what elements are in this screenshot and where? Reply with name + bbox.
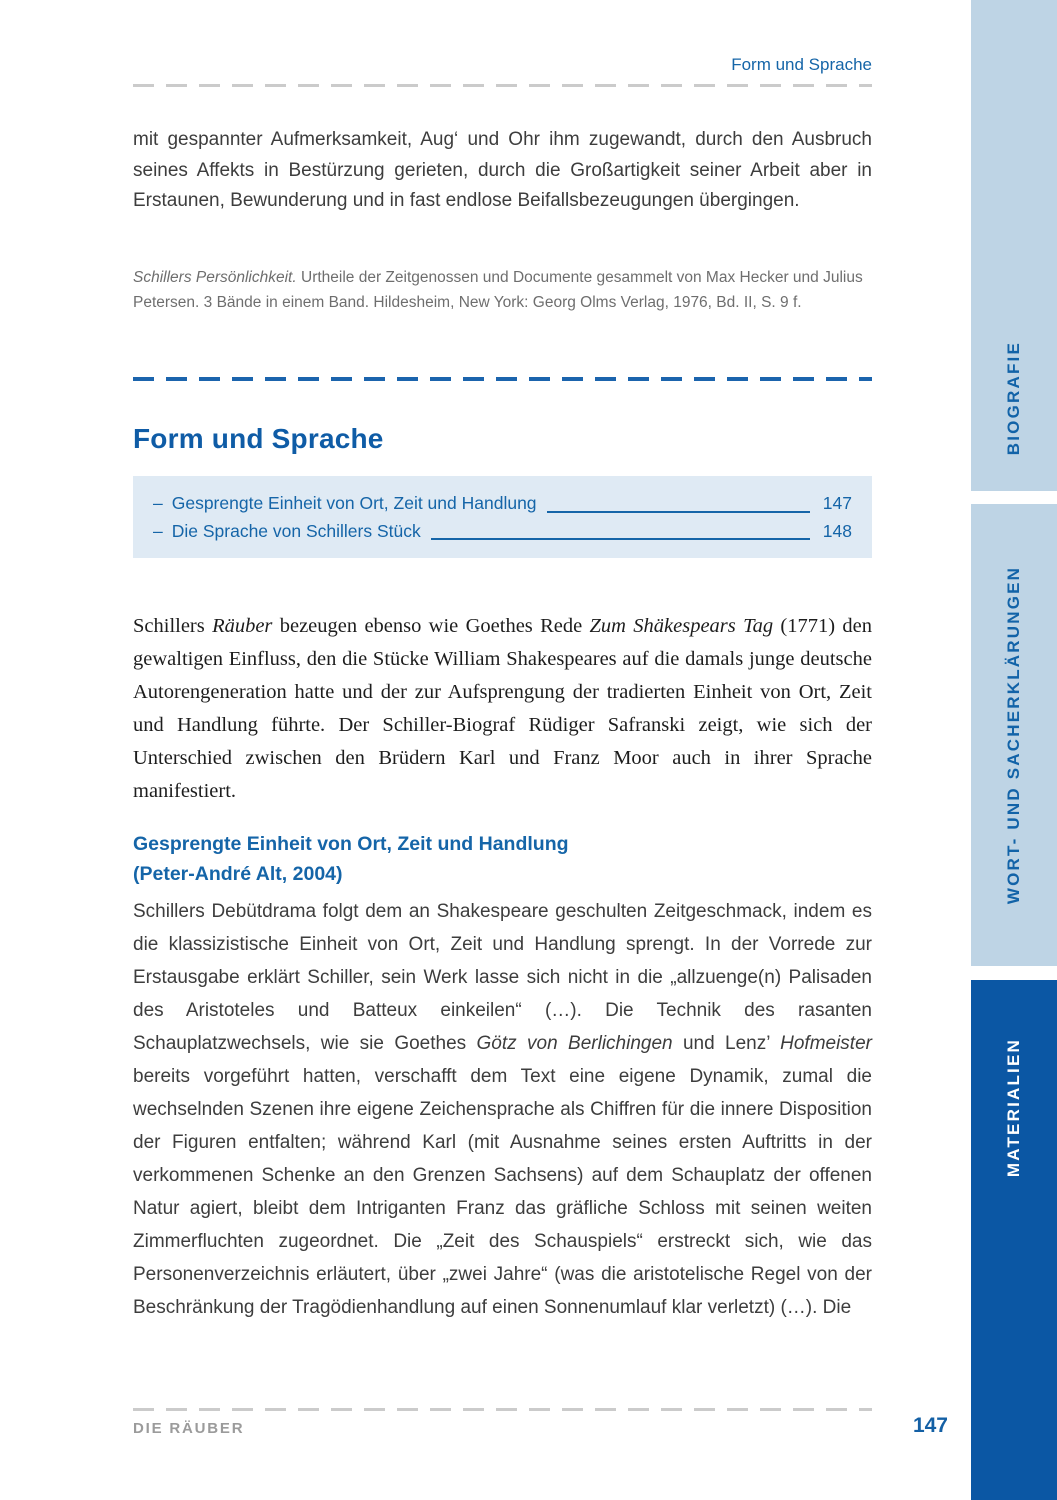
toc-leader-line xyxy=(431,538,810,540)
subsection-heading-line2: (Peter-André Alt, 2004) xyxy=(133,863,343,886)
toc-entry-page: 148 xyxy=(822,520,852,541)
sidebar-tab-biografie[interactable] xyxy=(971,0,1057,491)
intro-paragraph: Schillers Räuber bezeugen ebenso wie Goethes Rede Zum Shäkespears Tag (1771) den gewaltigen Einfluss, den die Stücke William Shakespeares auf die damals junge deutsche Autorengeneration hatte und der zur Aufsprengung der tradierten Einheit von Ort, Zeit und Handlung führte. Der Schiller-Biograf Rüdiger Safranski zeigt, wie sich der Unterschied zwischen den Brüdern Karl und Franz Moor auch in ihrer Sprache manifestiert. xyxy=(133,614,872,802)
toc-leader-line xyxy=(547,511,810,513)
sidebar-tab-materialien[interactable] xyxy=(971,980,1057,1500)
running-head: Form und Sprache xyxy=(731,55,872,74)
sidebar-tab-label: MATERIALIEN xyxy=(1004,1038,1023,1178)
section-title: Form und Sprache xyxy=(133,422,384,454)
toc-bullet: – xyxy=(153,493,163,513)
section-toc-box xyxy=(133,476,872,558)
quote-paragraph: mit gespannter Aufmerksamkeit, Aug‘ und Ohr ihm zugewandt, durch den Ausbruch seines Affekts in Bestürzung gerieten, durch die Großartigkeit seiner Arbeit aber in Erstaunen, Bewunderung und in fast endlose Beifallsbezeugungen übergingen. xyxy=(133,129,872,211)
toc-entry-label: Gesprengte Einheit von Ort, Zeit und Handlung xyxy=(171,493,537,513)
sidebar-tab-label: WORT- UND SACHERKLÄRUNGEN xyxy=(1004,565,1023,905)
toc-entry-sprache-schillers-stueck[interactable] xyxy=(153,518,852,546)
footer-page-number: 147 xyxy=(912,1414,948,1437)
subsection-heading-line1: Gesprengte Einheit von Ort, Zeit und Handlung xyxy=(133,833,569,856)
citation: Schillers Persönlichkeit. Urtheile der Zeitgenossen und Documente gesammelt von Max Hecker und Julius Petersen. 3 Bände in einem Band. Hildesheim, New York: Georg Olms Verlag, 1976, Bd. II, S. 9 f. xyxy=(133,268,863,311)
toc-entry-page: 147 xyxy=(822,493,852,513)
footer-book-title: DIE RÄUBER xyxy=(133,1420,245,1437)
sidebar-tab-wort-und-sacherklaerungen[interactable] xyxy=(971,504,1057,966)
header-divider xyxy=(133,84,872,87)
sidebar-tab-label: BIOGRAFIE xyxy=(1004,340,1023,455)
subsection-heading xyxy=(133,829,872,889)
footer-divider xyxy=(133,1408,872,1411)
toc-bullet: – xyxy=(153,520,163,541)
section-divider xyxy=(133,377,872,381)
body-paragraph: Schillers Debütdrama folgt dem an Shakespeare geschulten Zeitgeschmack, indem es die klassizistische Einheit von Ort, Zeit und Handlung sprengt. In der Vorrede zur Erstausgabe erklärt Schiller, sein Werk lasse sich nicht in die „allzuenge(n) Palisaden des Aristoteles und Batteux einkeilen“ (…). Die Technik des rasanten Schauplatzwechsels, wie sie Goethes Götz von Berlichingen und Lenz’ Hofmeister bereits vorgeführt hatten, verschafft dem Text eine eigene Dynamik, zumal die wechselnden Szenen ihre eigene Zeichensprache als Chiffren für die innere Disposition der Figuren entfalten; während Karl (mit Ausnahme seines ersten Auftritts in der verkommenen Schenke an den Grenzen Sachsens) auf dem Schauplatz der offenen Natur agiert, bleibt dem Intriganten Franz das gräfliche Schloss mit seinen weiten Zimmerfluchten zugeordnet. Die „Zeit des Schauspiels“ erstreckt sich, wie das Personenverzeichnis erläutert, über „zwei Jahre“ (was die aristotelische Regel von der Beschränkung der Tragödienhandlung auf einen Sonnenumlauf klar verletzt) (…). Die xyxy=(133,901,872,1318)
toc-entry-label: Die Sprache von Schillers Stück xyxy=(171,520,421,541)
toc-entry-gesprengte-einheit[interactable] xyxy=(153,490,852,518)
